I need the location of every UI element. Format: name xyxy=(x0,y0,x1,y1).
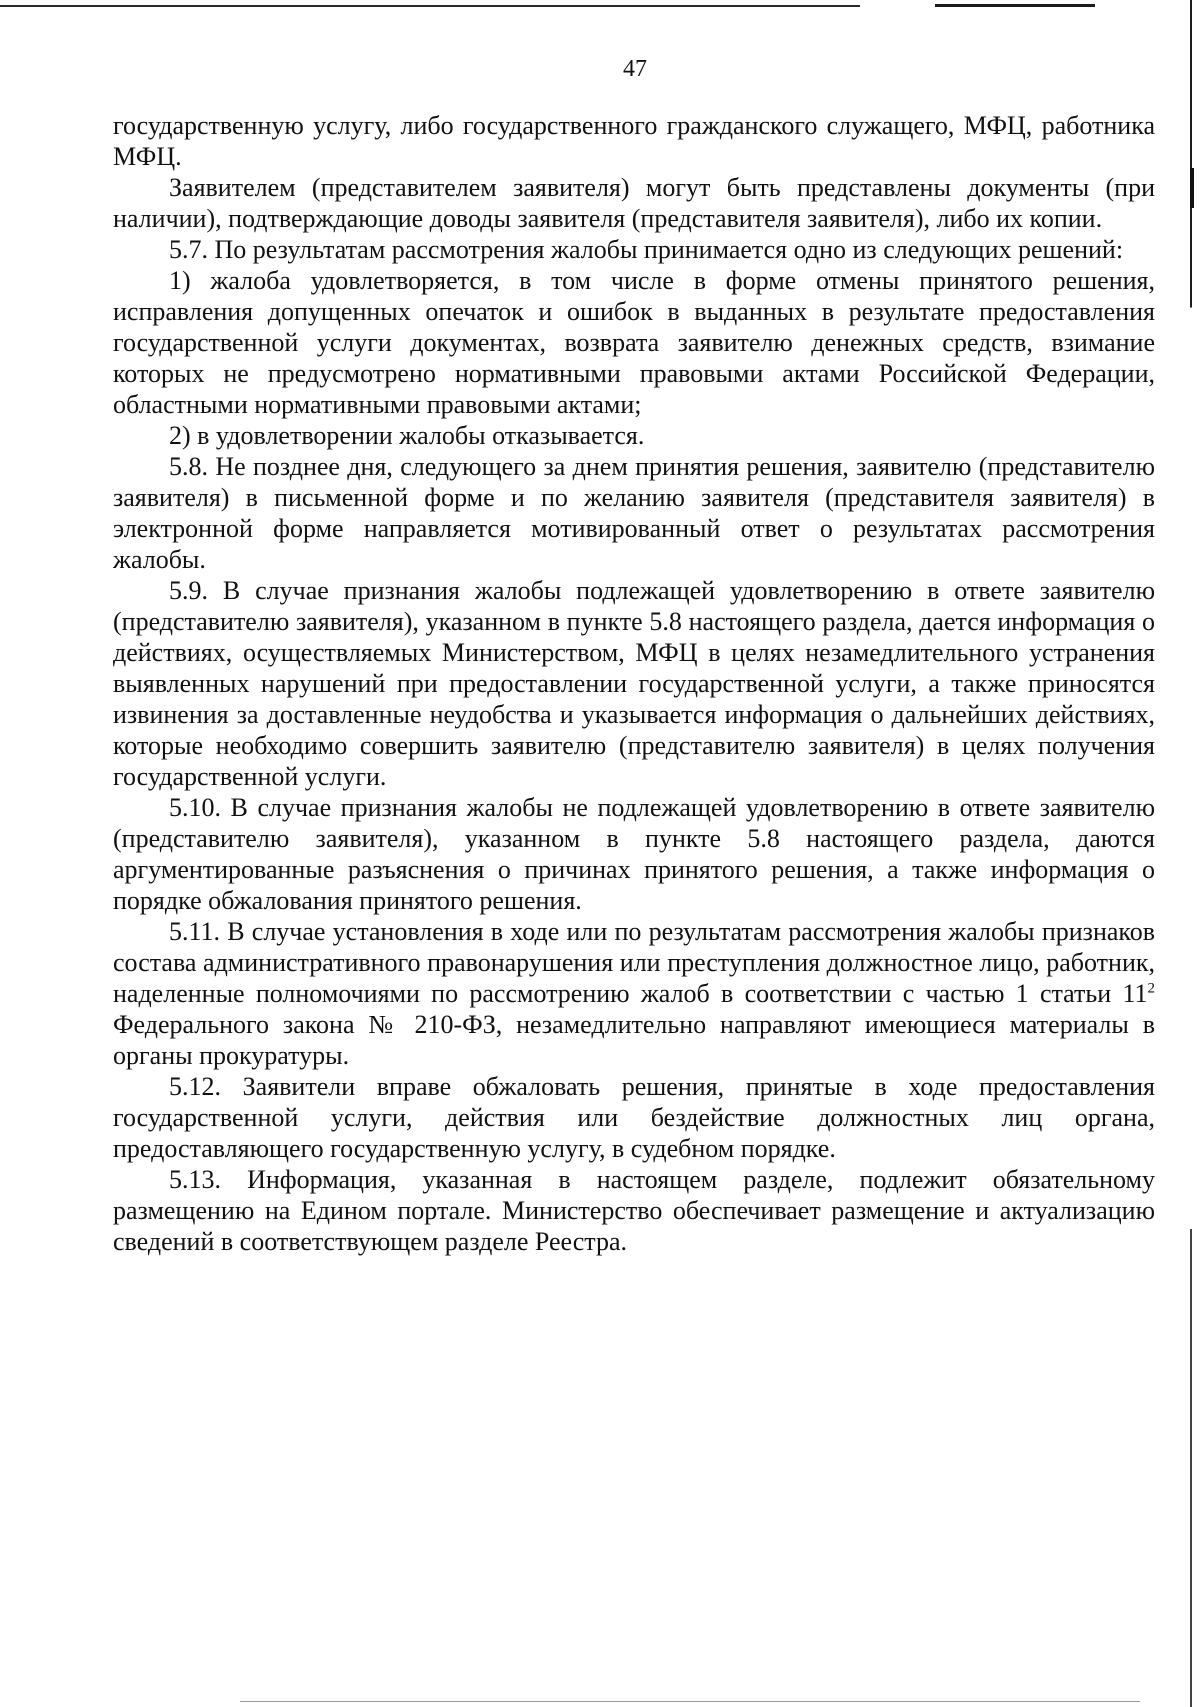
scan-edge-mark xyxy=(1190,168,1194,208)
paragraph-5-13: 5.13. Информация, указанная в настоящем разделе, подлежит обязательному размещению на Едином портале. Министерство обеспечивает размещение и актуализацию сведений в соответствующем разделе Реестра. xyxy=(113,1165,1155,1256)
paragraph-5-7: 5.7. По результатам рассмотрения жалобы принимается одно из следующих решений: xyxy=(169,235,1124,264)
paragraph-5-11-tail: Федерального закона № 210-ФЗ, незамедлительно направляют имеющиеся материалы в органы прокуратуры. xyxy=(113,1010,1155,1070)
paragraph-5-11-text: 5.11. В случае установления в ходе или по результатам рассмотрения жалобы признаков состава административного правонарушения или преступления должностное лицо, работник, наделенные полномочиями по рассмотрению жалоб в соответствии с частью 1 статьи 11 xyxy=(113,917,1155,1008)
scan-top-border-right xyxy=(935,4,1095,7)
article-superscript: 2 xyxy=(1147,980,1155,997)
paragraph-5-12: 5.12. Заявители вправе обжаловать решения, принятые в ходе предоставления государственной услуги, действия или бездействие должностных лиц органа, предоставляющего государственную услугу, в судебном порядке. xyxy=(113,1072,1155,1163)
paragraph-applicant-documents: Заявителем (представителем заявителя) могут быть представлены документы (при наличии), подтверждающие доводы заявителя (представителя заявителя), либо их копии. xyxy=(113,173,1155,233)
paragraph-5-9: 5.9. В случае признания жалобы подлежащей удовлетворению в ответе заявителю (представителю заявителя), указанном в пункте 5.8 настоящего раздела, дается информация о действиях, осуществляемых Министерством, МФЦ в целях незамедлительного устранения выявленных нарушений при предоставлении государственной услуги, а также приносятся извинения за доставленные неудобства и указывается информация о дальнейших действиях, которые необходимо совершить заявителю (представителю заявителя) в целях получения государственной услуги. xyxy=(113,576,1155,791)
scan-right-edge xyxy=(1190,0,1192,1707)
paragraph-continuation: государственную услугу, либо государственного гражданского служащего, МФЦ, работника МФЦ. xyxy=(113,111,1155,171)
paragraph-5-8: 5.8. Не позднее дня, следующего за днем принятия решения, заявителю (представителю заявителя) в письменной форме и по желанию заявителя (представителя заявителя) в электронной форме направляется мотивированный ответ о результатах рассмотрения жалобы. xyxy=(113,452,1155,574)
document-body xyxy=(113,110,1155,1257)
paragraph-5-7-item-2: 2) в удовлетворении жалобы отказывается. xyxy=(169,421,645,450)
paragraph-5-10: 5.10. В случае признания жалобы не подлежащей удовлетворению в ответе заявителю (представителю заявителя), указанном в пункте 5.8 настоящего раздела, даются аргументированные разъяснения о причинах принятого решения, а также информация о порядке обжалования принятого решения. xyxy=(113,793,1155,915)
paragraph-5-11 xyxy=(113,916,1155,1071)
scan-top-border xyxy=(0,5,860,7)
paragraph-5-7-item-1: 1) жалоба удовлетворяется, в том числе в форме отмены принятого решения, исправления допущенных опечаток и ошибок в выданных в результате предоставления государственной услуги документах, возврата заявителю денежных средств, взимание которых не предусмотрено нормативными правовыми актами Российской Федерации, областными нормативными правовыми актами; xyxy=(113,266,1155,419)
scan-bottom-border xyxy=(240,1701,1140,1702)
page-number: 47 xyxy=(623,56,647,82)
